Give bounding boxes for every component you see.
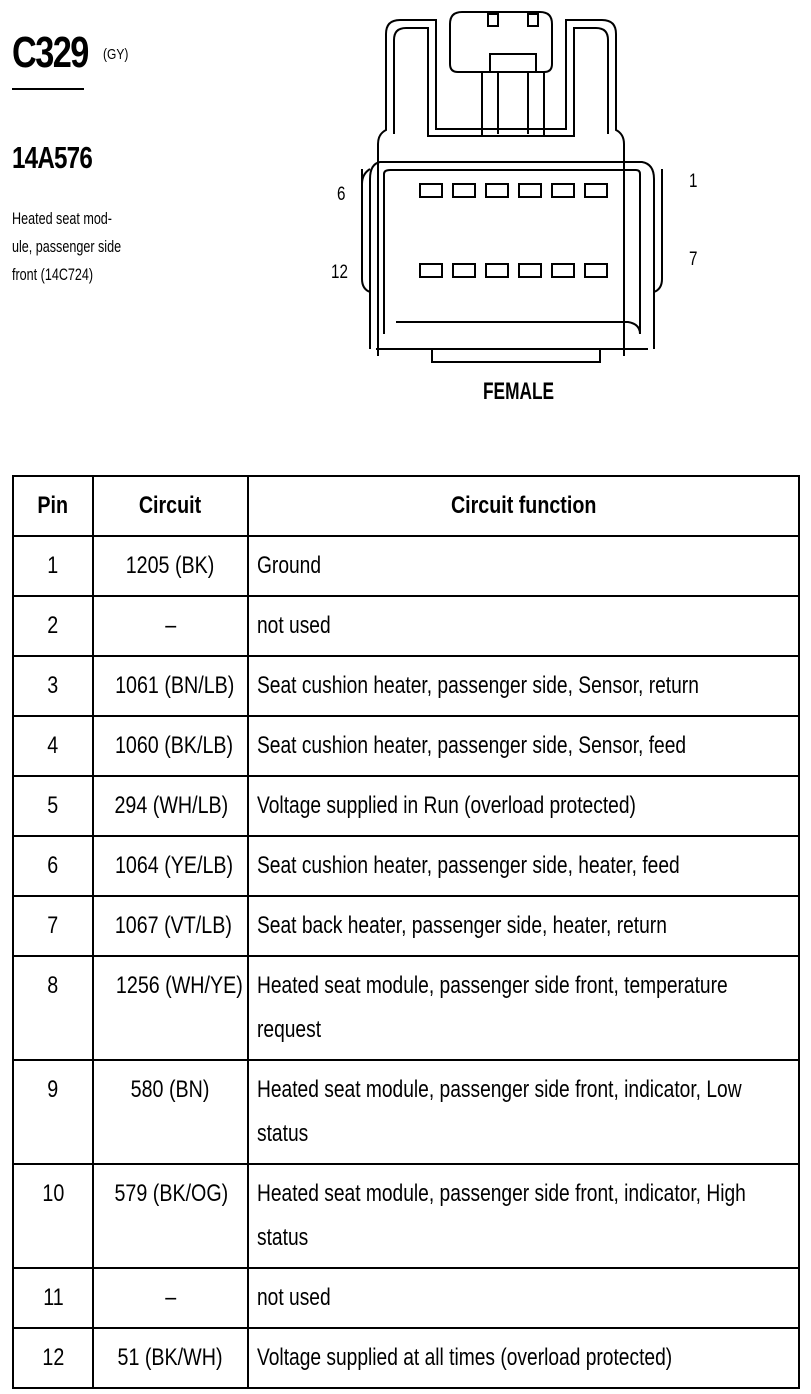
circuit-cell: 1205 (BK) [93,536,248,596]
title-rule [12,88,84,90]
pin-cavity [486,184,508,197]
side-rib-left [362,169,370,292]
circuit-cell: 1060 (BK/LB) [93,716,248,776]
circuit-cell: 1256 (WH/YE) [93,956,248,1060]
component-description [12,205,153,289]
column-header-circuit-function: Circuit function [248,476,799,536]
bottom-key [432,349,600,362]
pin-cavity [519,184,541,197]
connector-body-inner [384,170,640,334]
housing-inner [394,28,608,136]
pin-number-cell: 4 [13,716,93,776]
circuit-function-cell: Seat cushion heater, passenger side, Sensor, feed [248,716,799,776]
table-row [13,776,799,836]
circuit-function-cell: Seat cushion heater, passenger side, Sensor, return [248,656,799,716]
pin-number-cell: 3 [13,656,93,716]
latch-tab [482,54,544,136]
circuit-function-cell: Seat cushion heater, passenger side, heater, feed [248,836,799,896]
description-line: front (14C724) [12,265,94,284]
table-row [13,1164,799,1268]
circuit-function-cell: Heated seat module, passenger side front, indicator, High status [248,1164,799,1268]
connector-id: C329 [12,28,88,77]
table-row [13,1328,799,1388]
pin-number-cell: 6 [13,836,93,896]
latch-notch [528,14,538,26]
pin-cavity [453,184,475,197]
circuit-cell: 51 (BK/WH) [93,1328,248,1388]
pin-label-bottom-right: 7 [689,249,698,270]
pin-cavity [585,184,607,197]
pin-cavity [519,264,541,277]
table-row [13,836,799,896]
circuit-function-cell: Voltage supplied at all times (overload protected) [248,1328,799,1388]
pin-number-cell: 7 [13,896,93,956]
description-line: ule, passenger side [12,237,122,256]
circuit-cell: 579 (BK/OG) [93,1164,248,1268]
circuit-function-cell: Seat back heater, passenger side, heater, return [248,896,799,956]
pin-cavity [453,264,475,277]
pin-cavity [552,184,574,197]
circuit-cell: 1067 (VT/LB) [93,896,248,956]
table-row [13,1268,799,1328]
pin-number-cell: 8 [13,956,93,1060]
pin-number-cell: 1 [13,536,93,596]
circuit-cell: 1064 (YE/LB) [93,836,248,896]
circuit-cell: – [93,1268,248,1328]
table-row [13,956,799,1060]
pin-label-top-left: 6 [337,184,346,205]
table-row [13,596,799,656]
top-row-cavities [420,184,607,197]
pin-number-cell: 10 [13,1164,93,1268]
circuit-function-cell: Voltage supplied in Run (overload protected) [248,776,799,836]
table-row [13,536,799,596]
side-rib-right [654,169,662,292]
description-line: Heated seat mod- [12,209,113,228]
table-row [13,716,799,776]
connector-color: (GY) [103,46,129,63]
pin-label-bottom-left: 12 [331,262,348,283]
circuit-function-cell: Ground [248,536,799,596]
circuit-function-cell: not used [248,596,799,656]
pin-number-cell: 2 [13,596,93,656]
table-row [13,656,799,716]
circuit-function-cell: Heated seat module, passenger side front, temperature request [248,956,799,1060]
circuit-cell: 294 (WH/LB) [93,776,248,836]
pin-number-cell: 5 [13,776,93,836]
pin-cavity [585,264,607,277]
connector-body [370,162,654,349]
pin-label-top-right: 1 [689,171,698,192]
circuit-function-cell: not used [248,1268,799,1328]
bottom-row-cavities [420,264,607,277]
table-row [13,896,799,956]
housing-outline [378,20,624,356]
pin-cavity [420,264,442,277]
table-row [13,1060,799,1164]
pin-cavity [486,264,508,277]
pin-cavity [552,264,574,277]
pin-number-cell: 11 [13,1268,93,1328]
gender-label: FEMALE [483,378,555,405]
column-header-circuit: Circuit [93,476,248,536]
pinout-table-body [13,536,799,1388]
circuit-cell: 580 (BN) [93,1060,248,1164]
connector-face-diagram [340,4,700,366]
circuit-cell: 1061 (BN/LB) [93,656,248,716]
latch-notch [488,14,498,26]
table-header-row [13,476,799,536]
circuit-function-cell: Heated seat module, passenger side front, indicator, Low status [248,1060,799,1164]
pin-number-cell: 12 [13,1328,93,1388]
bottom-plate [376,322,648,349]
pin-number-cell: 9 [13,1060,93,1164]
pinout-table [12,475,800,1389]
pin-cavity [420,184,442,197]
circuit-cell: – [93,596,248,656]
column-header-pin: Pin [13,476,93,536]
part-number: 14A576 [12,140,93,175]
